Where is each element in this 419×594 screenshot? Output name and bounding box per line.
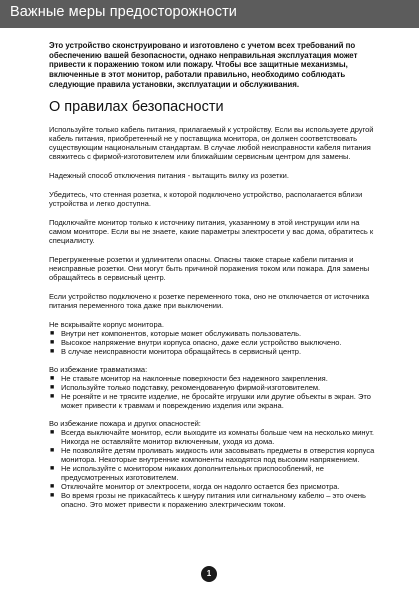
bullet-icon: ■ [50, 447, 55, 454]
list-item-text: Внутри нет компонентов, которые может обслуживать пользователь. [61, 329, 302, 338]
bullet-icon: ■ [50, 465, 55, 472]
bullet-icon: ■ [50, 375, 55, 382]
list-item [49, 482, 381, 491]
group-heading: Во избежание пожара и других опасностей: [49, 419, 201, 428]
page-number: 1 [201, 566, 217, 582]
list-item [49, 338, 381, 347]
list-item-text: Высокое напряжение внутри корпуса опасно, даже если устройство выключено. [61, 338, 342, 347]
list-item [49, 329, 381, 338]
bullet-list [49, 329, 381, 356]
bullet-list [49, 428, 381, 509]
list-item [49, 464, 381, 482]
list-item [49, 374, 381, 383]
list-item [49, 347, 381, 356]
paragraph: Убедитесь, что стенная розетка, к которой подключено устройство, располагается вблизи устройства и легко доступна. [49, 190, 363, 208]
bullet-icon: ■ [50, 330, 55, 337]
list-item-text: Не позволяйте детям проливать жидкость или засовывать предметы в отверстия корпуса монитора. Некоторые внутренние компоненты находятся под высоким напряжением. [61, 446, 375, 464]
group-heading: Не вскрывайте корпус монитора. [49, 320, 164, 329]
paragraph: Подключайте монитор только к источнику питания, указанному в этой инструкции или на самом мониторе. Если вы не знаете, какие параметры электросети у вас дома, обратитесь к специалисту. [49, 218, 374, 245]
section-title: О правилах безопасности [49, 99, 224, 115]
list-item [49, 446, 381, 464]
list-item-text: Всегда выключайте монитор, если выходите из комнаты больше чем на несколько минут. Никогда не оставляйте монитор включенным, уходя из дома. [61, 428, 375, 446]
bullet-icon: ■ [50, 429, 55, 436]
page-title: Важные меры предосторожности [10, 4, 238, 20]
header-bar [0, 0, 419, 28]
safety-content [49, 125, 381, 518]
list-item-text: Используйте только подставку, рекомендованную фирмой-изготовителем. [61, 383, 321, 392]
paragraph: Перегруженные розетки и удлинители опасны. Опасны также старые кабели питания и неисправные розетки. Они могут быть причиной поражения током или пожара. Для замены обращайтесь в сервисный центр. [49, 255, 370, 282]
list-item [49, 383, 381, 392]
list-item [49, 428, 381, 446]
bullet-icon: ■ [50, 339, 55, 346]
bullet-icon: ■ [50, 483, 55, 490]
list-item-text: Отключайте монитор от электросети, когда он надолго остается без присмотра. [61, 482, 340, 491]
bullet-icon: ■ [50, 384, 55, 391]
bullet-icon: ■ [50, 492, 55, 499]
intro-paragraph: Это устройство сконструировано и изготовлено с учетом всех требований по обеспечению вашей безопасности, однако неправильная эксплуатация может привести к поражению током или пожару. Чтобы все защитные механизмы, включенные в этот монитор, работали правильно, необходимо соблюдать следующие правила установки, эксплуатации и обслуживания. [49, 41, 358, 89]
group-heading: Во избежание травматизма: [49, 365, 148, 374]
list-item [49, 392, 381, 410]
paragraph: Используйте только кабель питания, прилагаемый к устройству. Если вы используете другой кабель питания, приобретенный не у поставщика монитора, он должен соответствовать существующим национальным стандартам. В случае любой неисправности кабеля питания свяжитесь с фирмой-изготовителем или ближайшим сервисным центром для замены. [49, 125, 374, 161]
paragraph: Надежный способ отключения питания - вытащить вилку из розетки. [49, 171, 289, 180]
list-item-text: Не роняйте и не трясите изделие, не бросайте игрушки или другие объекты в экран. Это может привести к травмам и повреждению изделия или экрана. [61, 392, 371, 410]
paragraph: Если устройство подключено к розетке переменного тока, оно не отключается от источника питания переменного тока даже при выключении. [49, 292, 370, 310]
list-item [49, 491, 381, 509]
bullet-icon: ■ [50, 393, 55, 400]
list-item-text: Не ставьте монитор на наклонные поверхности без надежного закрепления. [61, 374, 328, 383]
list-item-text: Во время грозы не прикасайтесь к шнуру питания или сигнальному кабелю – это очень опасно. Это может привести к поражению электрическим током. [61, 491, 366, 509]
list-item-text: Не используйте с монитором никаких дополнительных приспособлений, не предусмотренных изготовителем. [61, 464, 324, 482]
bullet-icon: ■ [50, 348, 55, 355]
list-item-text: В случае неисправности монитора обращайтесь в сервисный центр. [61, 347, 302, 356]
bullet-list [49, 374, 381, 410]
